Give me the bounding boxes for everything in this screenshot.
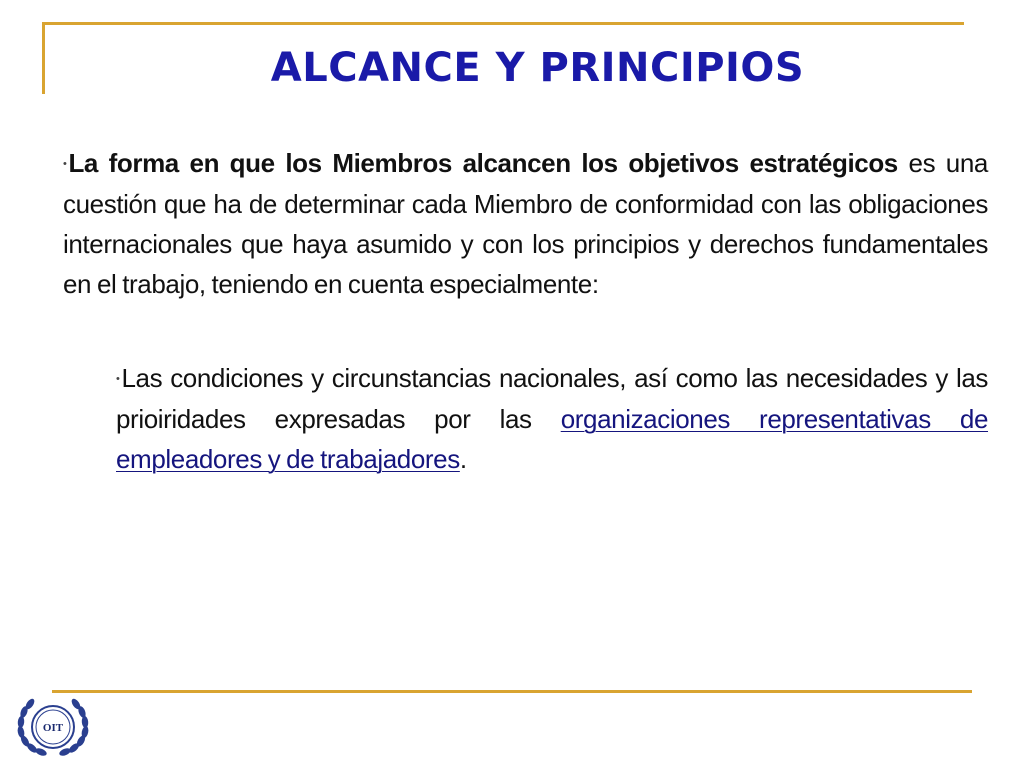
bullet-2-end: . <box>459 444 467 474</box>
bullet-2-text: Las condiciones y circunstancias nacionales, así como las necesidades y las prioiridades expresadas por las <box>116 363 988 434</box>
slide-title: ALCANCE Y PRINCIPIOS <box>270 45 805 91</box>
bullet-item-2 <box>116 358 988 479</box>
bullet-icon: • <box>63 158 67 170</box>
bullet-1-text: es una cuestión que ha de determinar cada Miembro de conformidad con las obligaciones internacionales que haya asumido y con los principios y derechos fundamentales en el trabajo, teniendo en cuenta especialmente: <box>63 148 988 299</box>
organizations-link[interactable]: organizaciones representativas de empleadores y de trabajadores <box>116 404 989 474</box>
oit-logo-icon <box>10 690 96 760</box>
bottom-gold-rule <box>52 690 972 693</box>
bullet-item-1 <box>63 143 988 304</box>
svg-text:OIT: OIT <box>42 722 64 734</box>
top-gold-rule <box>42 22 964 25</box>
slide-body <box>63 143 988 479</box>
bullet-1-bold-text: La forma en que los Miembros alcancen los objetivos estratégicos <box>68 148 898 178</box>
bullet-icon: • <box>116 373 120 385</box>
